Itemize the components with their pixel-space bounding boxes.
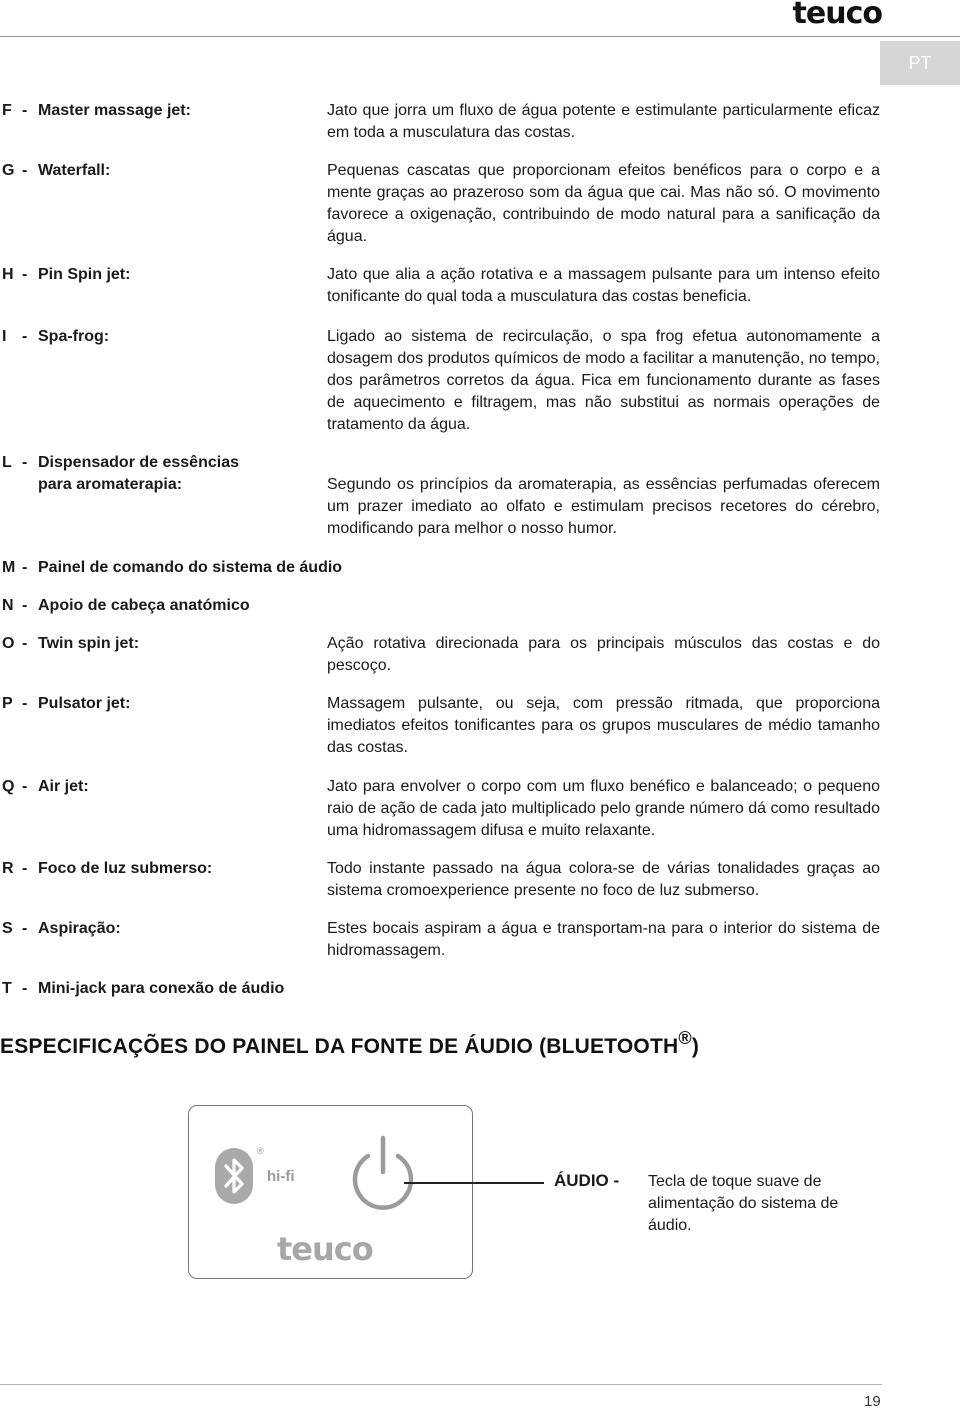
item-letter: Q: [2, 778, 15, 795]
item-description: Massagem pulsante, ou seja, com pressão ritmada, que proporciona imediatos efeitos tonificantes para os grupos musculares de médio tamanho das costas.: [327, 695, 880, 756]
item-letter: H: [2, 266, 14, 283]
hifi-label: hi-fi: [267, 1168, 295, 1185]
item-dash: -: [22, 454, 28, 471]
item-term: Waterfall:: [38, 162, 111, 179]
item-term: Dispensador de essências para aromaterapia:: [38, 454, 239, 493]
item-dash: -: [22, 559, 28, 576]
item-term: Painel de comando do sistema de áudio: [38, 559, 343, 576]
brand-logo: teuco: [792, 0, 882, 31]
header-rule: [0, 36, 960, 37]
item-dash: -: [22, 162, 28, 179]
item-letter: R: [2, 860, 14, 877]
item-description: Ação rotativa direcionada para os principais músculos das costas e do pescoço.: [327, 635, 880, 674]
item-term: Apoio de cabeça anatómico: [38, 597, 250, 614]
item-term: Aspiração:: [38, 920, 121, 937]
item-letter: N: [2, 597, 14, 614]
item-letter: G: [2, 162, 15, 179]
item-description: Estes bocais aspiram a água e transportam-na para o interior do sistema de hidromassagem.: [327, 920, 880, 959]
item-letter: O: [2, 635, 15, 652]
item-dash: -: [22, 980, 28, 997]
item-term: Pulsator jet:: [38, 695, 131, 712]
language-tab: PT: [880, 41, 960, 85]
callout-label: ÁUDIO -: [554, 1171, 620, 1190]
item-description: Ligado ao sistema de recirculação, o spa frog efetua autonomamente a dosagem dos produtos químicos de modo a facilitar a manutenção, no tempo, dos parâmetros corretos da água. Fica em funcionamento durante as fases de aquecimento e filtragem, mas não substitui as normais operações de tratamento da água.: [327, 328, 880, 433]
item-term: Master massage jet:: [38, 102, 191, 119]
panel-logo: teuco: [277, 1230, 373, 1268]
audio-control-panel: [188, 1105, 473, 1279]
item-dash: -: [22, 920, 28, 937]
item-letter: L: [2, 454, 12, 471]
item-term: Twin spin jet:: [38, 635, 140, 652]
registered-mark: ®: [257, 1146, 264, 1156]
item-letter: M: [2, 559, 16, 576]
item-dash: -: [22, 102, 28, 119]
item-term: Mini-jack para conexão de áudio: [38, 980, 285, 997]
power-icon[interactable]: [347, 1132, 419, 1214]
item-description: Jato para envolver o corpo com um fluxo benéfico e balanceado; o pequeno raio de ação de cada jato multiplicado pelo grande número dá como resultado uma hidromassagem difusa e muito relaxante.: [327, 778, 880, 839]
item-dash: -: [22, 778, 28, 795]
item-term: Air jet:: [38, 778, 89, 795]
item-dash: -: [22, 266, 28, 283]
item-term: Pin Spin jet:: [38, 266, 131, 283]
registered-mark: ®: [678, 1028, 692, 1048]
item-description: Pequenas cascatas que proporcionam efeitos benéficos para o corpo e a mente graças ao prazeroso som da água que cai. Mas não só. O movimento favorece a oxigenação, contribuindo de modo natural para a sanificação da água.: [327, 162, 880, 245]
section-title: [0, 1028, 699, 1059]
item-term: Spa-frog:: [38, 328, 110, 345]
item-description: Segundo os princípios da aromaterapia, as essências perfumadas oferecem um prazer imediato ao olfato e estimulam precisos recetores do cérebro, modificando para melhor o nosso humor.: [327, 476, 880, 537]
bluetooth-icon: [215, 1148, 253, 1204]
item-term: Foco de luz submerso:: [38, 860, 213, 877]
item-description: Jato que alia a ação rotativa e a massagem pulsante para um intenso efeito tonificante do qual toda a musculatura das costas beneficia.: [327, 266, 880, 305]
section-title-text: ESPECIFICAÇÕES DO PAINEL DA FONTE DE ÁUDIO (BLUETOOTH: [0, 1035, 679, 1058]
page-number: 19: [864, 1393, 881, 1410]
item-description: Jato que jorra um fluxo de água potente e estimulante particularmente eficaz em toda a musculatura das costas.: [327, 102, 880, 141]
item-dash: -: [22, 635, 28, 652]
item-letter: I: [2, 328, 7, 345]
callout-line: [404, 1182, 544, 1184]
item-letter: P: [2, 695, 13, 712]
item-dash: -: [22, 695, 28, 712]
item-dash: -: [22, 597, 28, 614]
footer-rule: [0, 1384, 882, 1385]
callout-text: Tecla de toque suave de alimentação do sistema de áudio.: [648, 1173, 839, 1234]
item-letter: S: [2, 920, 13, 937]
item-letter: F: [2, 102, 12, 119]
item-dash: -: [22, 860, 28, 877]
section-title-end: ): [691, 1035, 700, 1058]
item-description: Todo instante passado na água colora-se de várias tonalidades graças ao sistema cromoexperience presente no foco de luz submerso.: [327, 860, 880, 899]
item-dash: -: [22, 328, 28, 345]
item-letter: T: [2, 980, 12, 997]
